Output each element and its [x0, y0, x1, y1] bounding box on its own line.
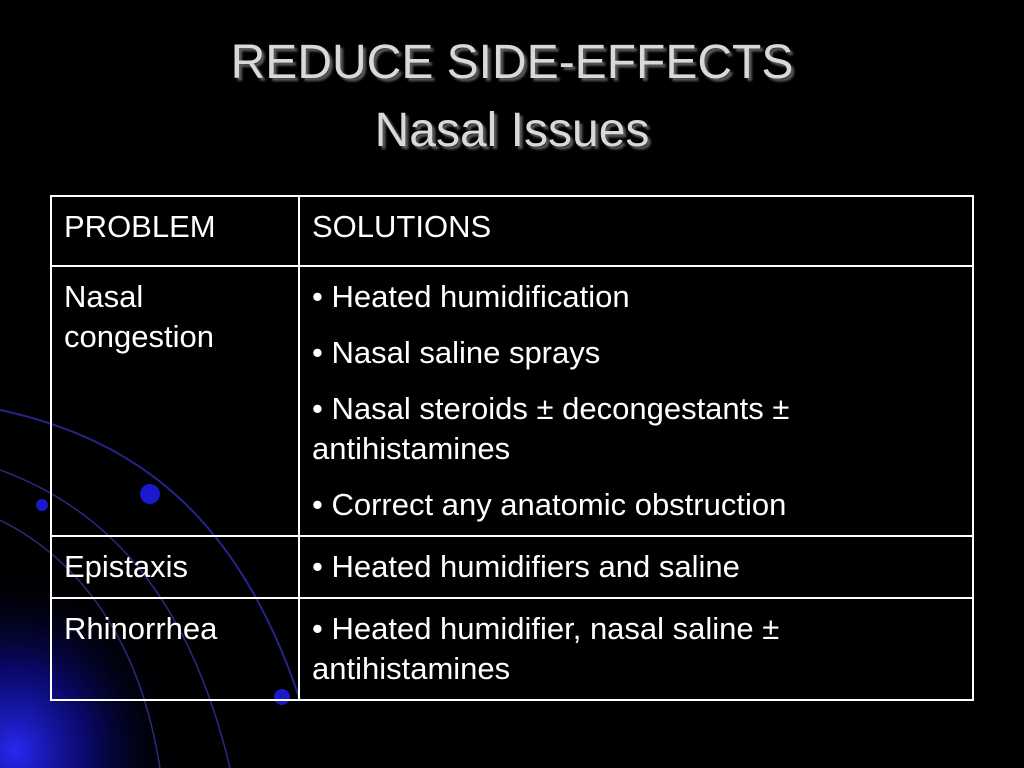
header-solutions: SOLUTIONS	[299, 196, 973, 266]
table-row	[51, 266, 973, 536]
solution-item: • Nasal saline sprays	[312, 335, 601, 370]
solutions-cell	[299, 598, 973, 700]
table-row	[51, 598, 973, 700]
header-problem: PROBLEM	[51, 196, 299, 266]
slide-title: REDUCE SIDE-EFFECTS	[230, 36, 794, 89]
background-dot	[36, 499, 48, 511]
solution-item: • Heated humidifiers and saline	[312, 549, 740, 584]
solution-item: • Nasal steroids ± decongestants ± antihistamines	[312, 391, 790, 466]
slide-subtitle: Nasal Issues	[374, 104, 650, 157]
problem-cell: Nasal congestion	[51, 266, 299, 536]
problems-solutions-table	[50, 195, 974, 701]
solution-item: • Heated humidification	[312, 279, 630, 314]
problem-cell: Rhinorrhea	[51, 598, 299, 700]
table-row	[51, 536, 973, 598]
table-header-row	[51, 196, 973, 266]
solution-item: • Correct any anatomic obstruction	[312, 487, 787, 522]
solutions-cell	[299, 266, 973, 536]
solution-item: • Heated humidifier, nasal saline ± antihistamines	[312, 611, 780, 686]
solutions-cell	[299, 536, 973, 598]
problem-cell: Epistaxis	[51, 536, 299, 598]
